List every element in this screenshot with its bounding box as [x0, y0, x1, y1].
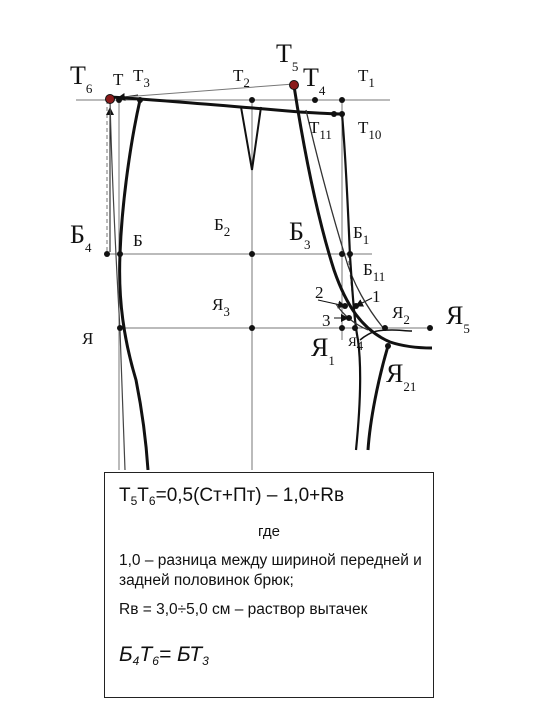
formula-box	[104, 472, 434, 698]
point-ya1	[339, 325, 345, 331]
label-t: Т	[113, 70, 124, 89]
label-t6: $Т_6$	[70, 61, 93, 96]
label-t5: $Т_5$	[276, 39, 299, 74]
point-1	[353, 303, 359, 309]
label-2: 2	[315, 283, 324, 302]
label-3: 3	[322, 311, 331, 330]
point-b3	[339, 251, 345, 257]
point-t11	[331, 111, 337, 117]
label-ya5: $Я_5$	[446, 301, 470, 336]
where-label: где	[258, 523, 280, 540]
label-t1: $Т_1$	[358, 66, 375, 90]
label-ya1: $Я_1$	[311, 333, 335, 368]
label-t2: $Т_2$	[233, 66, 250, 90]
point-t10	[339, 111, 345, 117]
side-seam-outline	[120, 100, 148, 470]
point-ya2	[382, 325, 388, 331]
equality-line: Б4Т6= БТ3	[119, 643, 209, 668]
waist-dart	[241, 107, 261, 170]
point-ya	[117, 325, 123, 331]
label-b: Б	[133, 231, 143, 250]
definition-dart: Rв = 3,0÷5,0 см – раствор вытачек	[119, 601, 368, 618]
point-t	[116, 97, 122, 103]
point-b	[117, 251, 123, 257]
point-t3	[137, 97, 143, 103]
point-ya3	[249, 325, 255, 331]
leg-seam-right	[368, 346, 388, 450]
label-ya3: $Я_3$	[212, 295, 230, 319]
point-ya5	[427, 325, 433, 331]
formula-line: $Т_5Т_6=0,5(Ст+Пт) - 1,0+Rв$	[119, 485, 345, 508]
definition-difference: 1,0 – разница между шириной передней и задней половинок брюк;	[119, 552, 422, 589]
point-t6	[106, 95, 115, 104]
label-ya21: $Я_{21}$	[386, 359, 417, 394]
point-b1	[347, 251, 353, 257]
label-1: 1	[372, 287, 381, 306]
label-b2: $Б_2$	[214, 215, 231, 239]
point-ya4	[352, 325, 358, 331]
label-b1: $Б_1$	[353, 223, 370, 247]
label-ya2: $Я_2$	[392, 303, 410, 327]
point-t5	[290, 81, 299, 90]
point-t4	[312, 97, 318, 103]
inner-seam-outline	[342, 114, 360, 450]
label-b4: $Б_4$	[70, 220, 92, 255]
label-t4: $Т_4$	[303, 63, 326, 98]
label-ya4: Я4	[348, 334, 364, 353]
point-ya21	[385, 343, 391, 349]
slanted-guide-t6-t5	[110, 84, 294, 98]
label-b11: $Б_{11}$	[363, 260, 386, 284]
left-thin-seam	[110, 100, 125, 470]
label-ya: Я	[82, 329, 94, 348]
point-b2	[249, 251, 255, 257]
label-t11: $Т_{11}$	[309, 118, 332, 142]
point-t1	[339, 97, 345, 103]
label-t10: $Т_{10}$	[358, 118, 382, 142]
point-t2	[249, 97, 255, 103]
point-2	[342, 303, 348, 309]
point-3	[346, 315, 352, 321]
label-t3: $Т_3$	[133, 66, 150, 90]
point-b4	[104, 251, 110, 257]
label-b3: $Б_3$	[289, 217, 311, 252]
